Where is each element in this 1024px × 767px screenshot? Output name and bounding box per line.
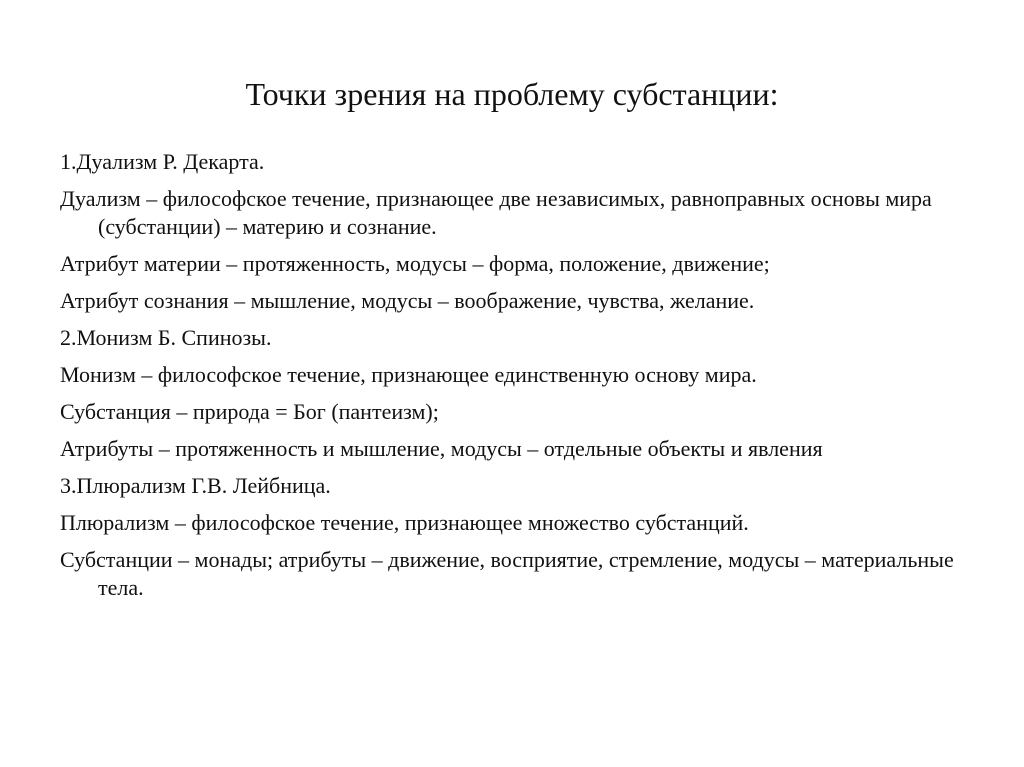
- slide-body: [60, 148, 970, 611]
- text-line: Субстанции – монады; атрибуты – движение, восприятие, стремление, модусы – материальные тела.: [60, 547, 954, 600]
- heading-pluralism: 3.Плюрализм Г.В. Лейбница.: [60, 473, 331, 498]
- slide-title: Точки зрения на проблему субстанции:: [245, 76, 779, 112]
- text-line: Монизм – философское течение, признающее единственную основу мира.: [60, 362, 757, 387]
- heading-dualism: 1.Дуализм Р. Декарта.: [60, 149, 265, 174]
- heading-monism: 2.Монизм Б. Спинозы.: [60, 325, 272, 350]
- text-line: Атрибут сознания – мышление, модусы – воображение, чувства, желание.: [60, 288, 755, 313]
- text-line: Атрибуты – протяженность и мышление, модусы – отдельные объекты и явления: [60, 436, 823, 461]
- text-line: Атрибут материи – протяженность, модусы – форма, положение, движение;: [60, 251, 770, 276]
- text-line: Плюрализм – философское течение, признающее множество субстанций.: [60, 510, 749, 535]
- text-line: Субстанция – природа = Бог (пантеизм);: [60, 399, 439, 424]
- text-line: Дуализм – философское течение, признающее две независимых, равноправных основы мира (субстанции) – материю и сознание.: [60, 186, 932, 239]
